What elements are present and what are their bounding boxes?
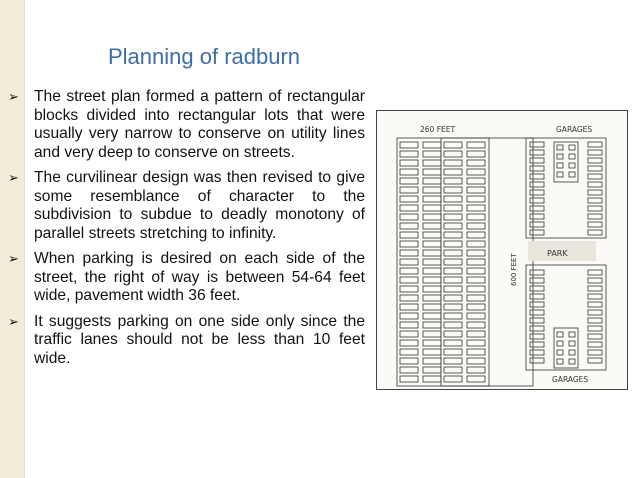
arrow-bullet-icon: ➢ <box>8 170 19 185</box>
bullet-text: The street plan formed a pattern of rectangular blocks divided into rectangular lots that were usually very narrow to conserve on utility lines and very deep to conserve on streets. <box>34 88 365 161</box>
arrow-bullet-icon: ➢ <box>8 89 19 104</box>
depth-label: 600 FEET <box>510 253 518 286</box>
bullet-item <box>8 169 365 243</box>
slide-title: Planning of radburn <box>108 44 301 69</box>
radburn-block-plan <box>376 110 628 390</box>
bullet-item <box>8 313 365 369</box>
top-garages-label: GARAGES <box>556 125 593 134</box>
bullet-text: The curvilinear design was then revised to give some resemblance of character to the subdivision to subdue to deadly monotony of parallel streets stretching to infinity. <box>34 169 365 242</box>
arrow-bullet-icon: ➢ <box>8 251 19 266</box>
arrow-bullet-icon: ➢ <box>8 313 19 329</box>
bullet-item <box>8 250 365 306</box>
bullet-text: When parking is desired on each side of the street, the right of way is between 54-64 feet wide, pavement width 36 feet. <box>34 250 365 304</box>
bottom-garages-label: GARAGES <box>552 375 589 384</box>
bullet-list <box>8 88 365 375</box>
bullet-item <box>8 88 365 162</box>
park-label: PARK <box>547 249 568 258</box>
width-label: 260 FEET <box>420 125 456 134</box>
bullet-text: It suggests parking on one side only since the traffic lanes should not be less than 10 feet wide. <box>34 312 365 367</box>
